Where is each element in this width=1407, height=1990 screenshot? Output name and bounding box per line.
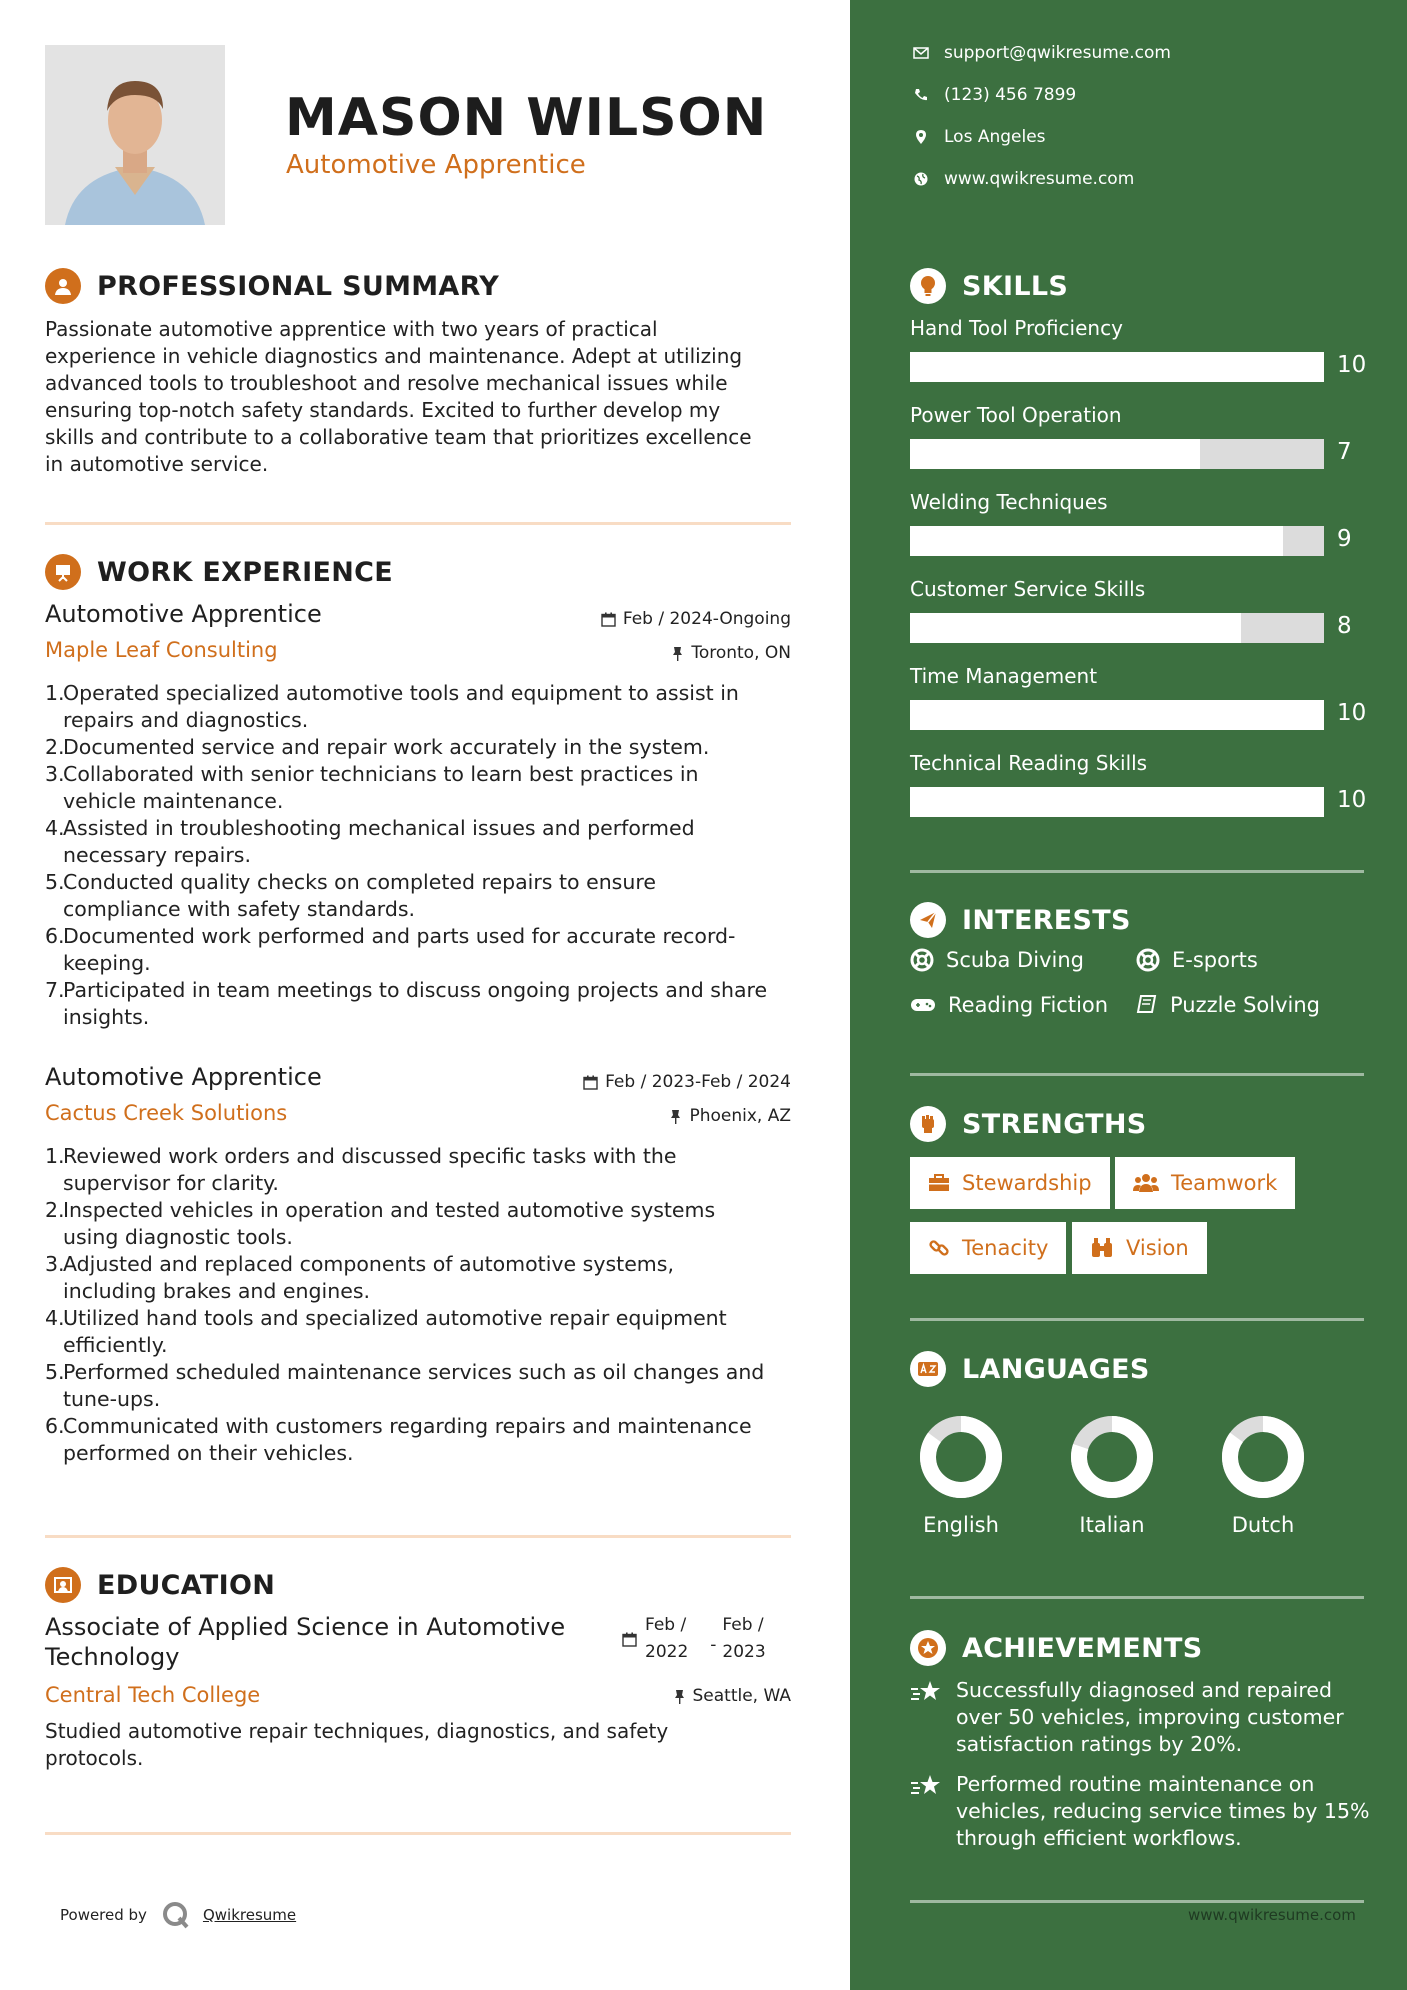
language-level-ring: [919, 1415, 1003, 1499]
profile-photo: [45, 45, 225, 225]
lifebuoy-icon: [910, 948, 934, 972]
language-icon: [910, 1351, 946, 1387]
shooting-star-icon: [910, 1679, 942, 1705]
job-dates: Feb / 2024-Ongoing: [601, 609, 791, 629]
education-title: EDUCATION: [97, 1569, 276, 1601]
presentation-icon: [45, 554, 81, 590]
languages-title: LANGUAGES: [962, 1353, 1150, 1385]
skills-heading: [910, 268, 1068, 304]
education-dates: Feb / 2022 - Feb / 2023: [622, 1612, 766, 1666]
section-divider: [45, 1832, 791, 1835]
achievements-title: ACHIEVEMENTS: [962, 1632, 1203, 1664]
person-photo-icon: [45, 45, 225, 225]
section-divider: [910, 870, 1364, 873]
list-item: 1. Operated specialized automotive tools and equipment to assist in repairs and diagnostics.: [45, 681, 739, 732]
language-level-ring: [1070, 1415, 1154, 1499]
list-item: 7. Participated in team meetings to discuss ongoing projects and share insights.: [45, 978, 768, 1029]
strength-badge: Stewardship: [910, 1157, 1110, 1209]
skill-bar-fill: [910, 787, 1324, 817]
skill-value: 7: [1337, 439, 1352, 465]
graduation-icon: [45, 1567, 81, 1603]
job-dates: Feb / 2023-Feb / 2024: [583, 1072, 791, 1092]
pin-icon: [669, 1109, 682, 1124]
achievements-heading: [910, 1630, 1203, 1666]
strength-badge: Teamwork: [1115, 1157, 1295, 1209]
summary-heading: [45, 268, 499, 304]
education-heading: [45, 1567, 275, 1603]
language-label: English: [923, 1513, 999, 1537]
summary-line: experience in vehicle diagnostics and maintenance. Adept at utilizing: [45, 344, 743, 368]
work-title: WORK EXPERIENCE: [97, 556, 393, 588]
skill-bar-fill: [910, 352, 1324, 382]
skill-name: Welding Techniques: [910, 490, 1108, 514]
pin-icon: [673, 1689, 686, 1704]
achievement-item: Performed routine maintenance on vehicles, reducing service times by 15% through efficient workflows.: [910, 1771, 1370, 1852]
skill-bar-fill: [910, 439, 1200, 469]
star-badge-icon: [910, 1630, 946, 1666]
language-item: [1062, 1415, 1162, 1537]
section-divider: [45, 1535, 791, 1538]
strength-badge: Tenacity: [910, 1222, 1066, 1274]
job-duties: [45, 1143, 795, 1467]
languages-heading: [910, 1351, 1150, 1387]
skill-name: Time Management: [910, 664, 1098, 688]
summary-title: PROFESSIONAL SUMMARY: [97, 270, 500, 302]
section-divider: [45, 522, 791, 525]
shooting-star-icon: [910, 1773, 942, 1799]
list-item: 2. Documented service and repair work accurately in the system.: [45, 735, 710, 759]
skill-bar: [910, 439, 1324, 469]
list-item: 6. Documented work performed and parts used for accurate record- keeping.: [45, 924, 736, 975]
skill-bar: [910, 526, 1324, 556]
summary-line: in automotive service.: [45, 452, 269, 476]
summary-text: [45, 316, 795, 478]
contact-phone[interactable]: (123) 456 7899: [910, 85, 1076, 105]
interest-item: E-sports: [1136, 948, 1258, 972]
list-item: 3. Collaborated with senior technicians to learn best practices in vehicle maintenance.: [45, 762, 699, 813]
summary-line: advanced tools to troubleshoot and resolve mechanical issues while: [45, 371, 728, 395]
school-name: Central Tech College: [45, 1683, 261, 1707]
gamepad-icon: [910, 996, 936, 1014]
language-item: [1213, 1415, 1313, 1537]
skills-title: SKILLS: [962, 270, 1069, 302]
phone-icon: [914, 88, 928, 102]
interest-item: Reading Fiction: [910, 993, 1108, 1017]
lifebuoy-icon: [1136, 948, 1160, 972]
fist-icon: [910, 1106, 946, 1142]
paper-plane-icon: [910, 902, 946, 938]
pin-icon: [671, 646, 684, 661]
achievement-item: Successfully diagnosed and repaired over 50 vehicles, improving customer satisfaction ratings by 20%.: [910, 1677, 1370, 1758]
language-item: [911, 1415, 1011, 1537]
strengths-title: STRENGTHS: [962, 1108, 1147, 1140]
link-icon: [928, 1237, 950, 1259]
list-item: 2. Inspected vehicles in operation and tested automotive systems using diagnostic tools.: [45, 1198, 716, 1249]
strengths-heading: [910, 1106, 1147, 1142]
interest-item: Puzzle Solving: [1136, 993, 1320, 1017]
binoculars-icon: [1090, 1237, 1114, 1259]
list-item: 4. Assisted in troubleshooting mechanical issues and performed necessary repairs.: [45, 816, 695, 867]
interest-item: Scuba Diving: [910, 948, 1084, 972]
contact-location: Los Angeles: [910, 127, 1046, 147]
envelope-icon: [913, 47, 929, 59]
globe-icon: [914, 172, 928, 186]
skill-value: 10: [1337, 352, 1367, 378]
skill-bar-fill: [910, 613, 1241, 643]
interests-title: INTERESTS: [962, 904, 1131, 936]
section-divider: [910, 1073, 1364, 1076]
skill-bar: [910, 700, 1324, 730]
education-location: Seattle, WA: [673, 1686, 792, 1706]
candidate-name: MASON WILSON: [285, 88, 768, 148]
language-label: Italian: [1079, 1513, 1145, 1537]
strength-badge: Vision: [1072, 1222, 1207, 1274]
skill-bar-fill: [910, 700, 1324, 730]
contact-website[interactable]: www.qwikresume.com: [910, 169, 1134, 189]
user-icon: [45, 268, 81, 304]
summary-line: ensuring top-notch safety standards. Excited to further develop my: [45, 398, 721, 422]
job-title: Automotive Apprentice: [45, 600, 322, 628]
list-item: 1. Reviewed work orders and discussed specific tasks with the supervisor for clarity.: [45, 1144, 677, 1195]
company-name: Cactus Creek Solutions: [45, 1101, 288, 1125]
degree-title: Associate of Applied Science in Automotive Technology: [45, 1613, 566, 1671]
footer-website[interactable]: www.qwikresume.com: [1188, 1906, 1356, 1924]
skill-bar-fill: [910, 526, 1283, 556]
list-item: 5. Conducted quality checks on completed repairs to ensure compliance with safety standards.: [45, 870, 656, 921]
users-icon: [1133, 1173, 1159, 1193]
qwikresume-link[interactable]: Qwikresume: [202, 1906, 297, 1924]
skill-value: 9: [1337, 526, 1352, 552]
summary-line: Passionate automotive apprentice with two years of practical: [45, 317, 658, 341]
calendar-icon: [622, 1632, 637, 1647]
skill-name: Power Tool Operation: [910, 403, 1122, 427]
summary-line: skills and contribute to a collaborative team that prioritizes excellence: [45, 425, 752, 449]
calendar-icon: [583, 1075, 598, 1090]
book-icon: [1136, 994, 1158, 1016]
qwikresume-logo-icon: [161, 1900, 191, 1930]
section-divider: [910, 1900, 1364, 1903]
lightbulb-icon: [910, 268, 946, 304]
interests-heading: [910, 902, 1131, 938]
skill-name: Hand Tool Proficiency: [910, 316, 1123, 340]
company-name: Maple Leaf Consulting: [45, 638, 278, 662]
work-heading: [45, 554, 393, 590]
section-divider: [910, 1318, 1364, 1321]
list-item: 3. Adjusted and replaced components of automotive systems, including brakes and engines.: [45, 1252, 674, 1303]
map-marker-icon: [916, 130, 926, 144]
education-description: Studied automotive repair techniques, diagnostics, and safety protocols.: [45, 1719, 669, 1770]
language-label: Dutch: [1231, 1513, 1295, 1537]
list-item: 4. Utilized hand tools and specialized automotive repair equipment efficiently.: [45, 1306, 727, 1357]
powered-by: Powered by Qwikresume: [60, 1900, 296, 1930]
skill-value: 10: [1337, 787, 1367, 813]
skill-name: Technical Reading Skills: [910, 751, 1148, 775]
list-item: 5. Performed scheduled maintenance services such as oil changes and tune-ups.: [45, 1360, 765, 1411]
candidate-title: Automotive Apprentice: [286, 150, 586, 180]
contact-email[interactable]: support@qwikresume.com: [910, 43, 1171, 63]
skill-value: 10: [1337, 700, 1367, 726]
job-location: Toronto, ON: [671, 643, 791, 663]
skill-bar: [910, 613, 1324, 643]
skill-name: Customer Service Skills: [910, 577, 1146, 601]
job-duties: [45, 680, 795, 1031]
skill-bar: [910, 352, 1324, 382]
skill-bar: [910, 787, 1324, 817]
list-item: 6. Communicated with customers regarding repairs and maintenance performed on their vehicles.: [45, 1414, 752, 1465]
job-title: Automotive Apprentice: [45, 1063, 322, 1091]
skill-value: 8: [1337, 613, 1352, 639]
job-location: Phoenix, AZ: [669, 1106, 791, 1126]
calendar-icon: [601, 612, 616, 627]
briefcase-icon: [928, 1174, 950, 1192]
section-divider: [910, 1596, 1364, 1599]
language-level-ring: [1221, 1415, 1305, 1499]
